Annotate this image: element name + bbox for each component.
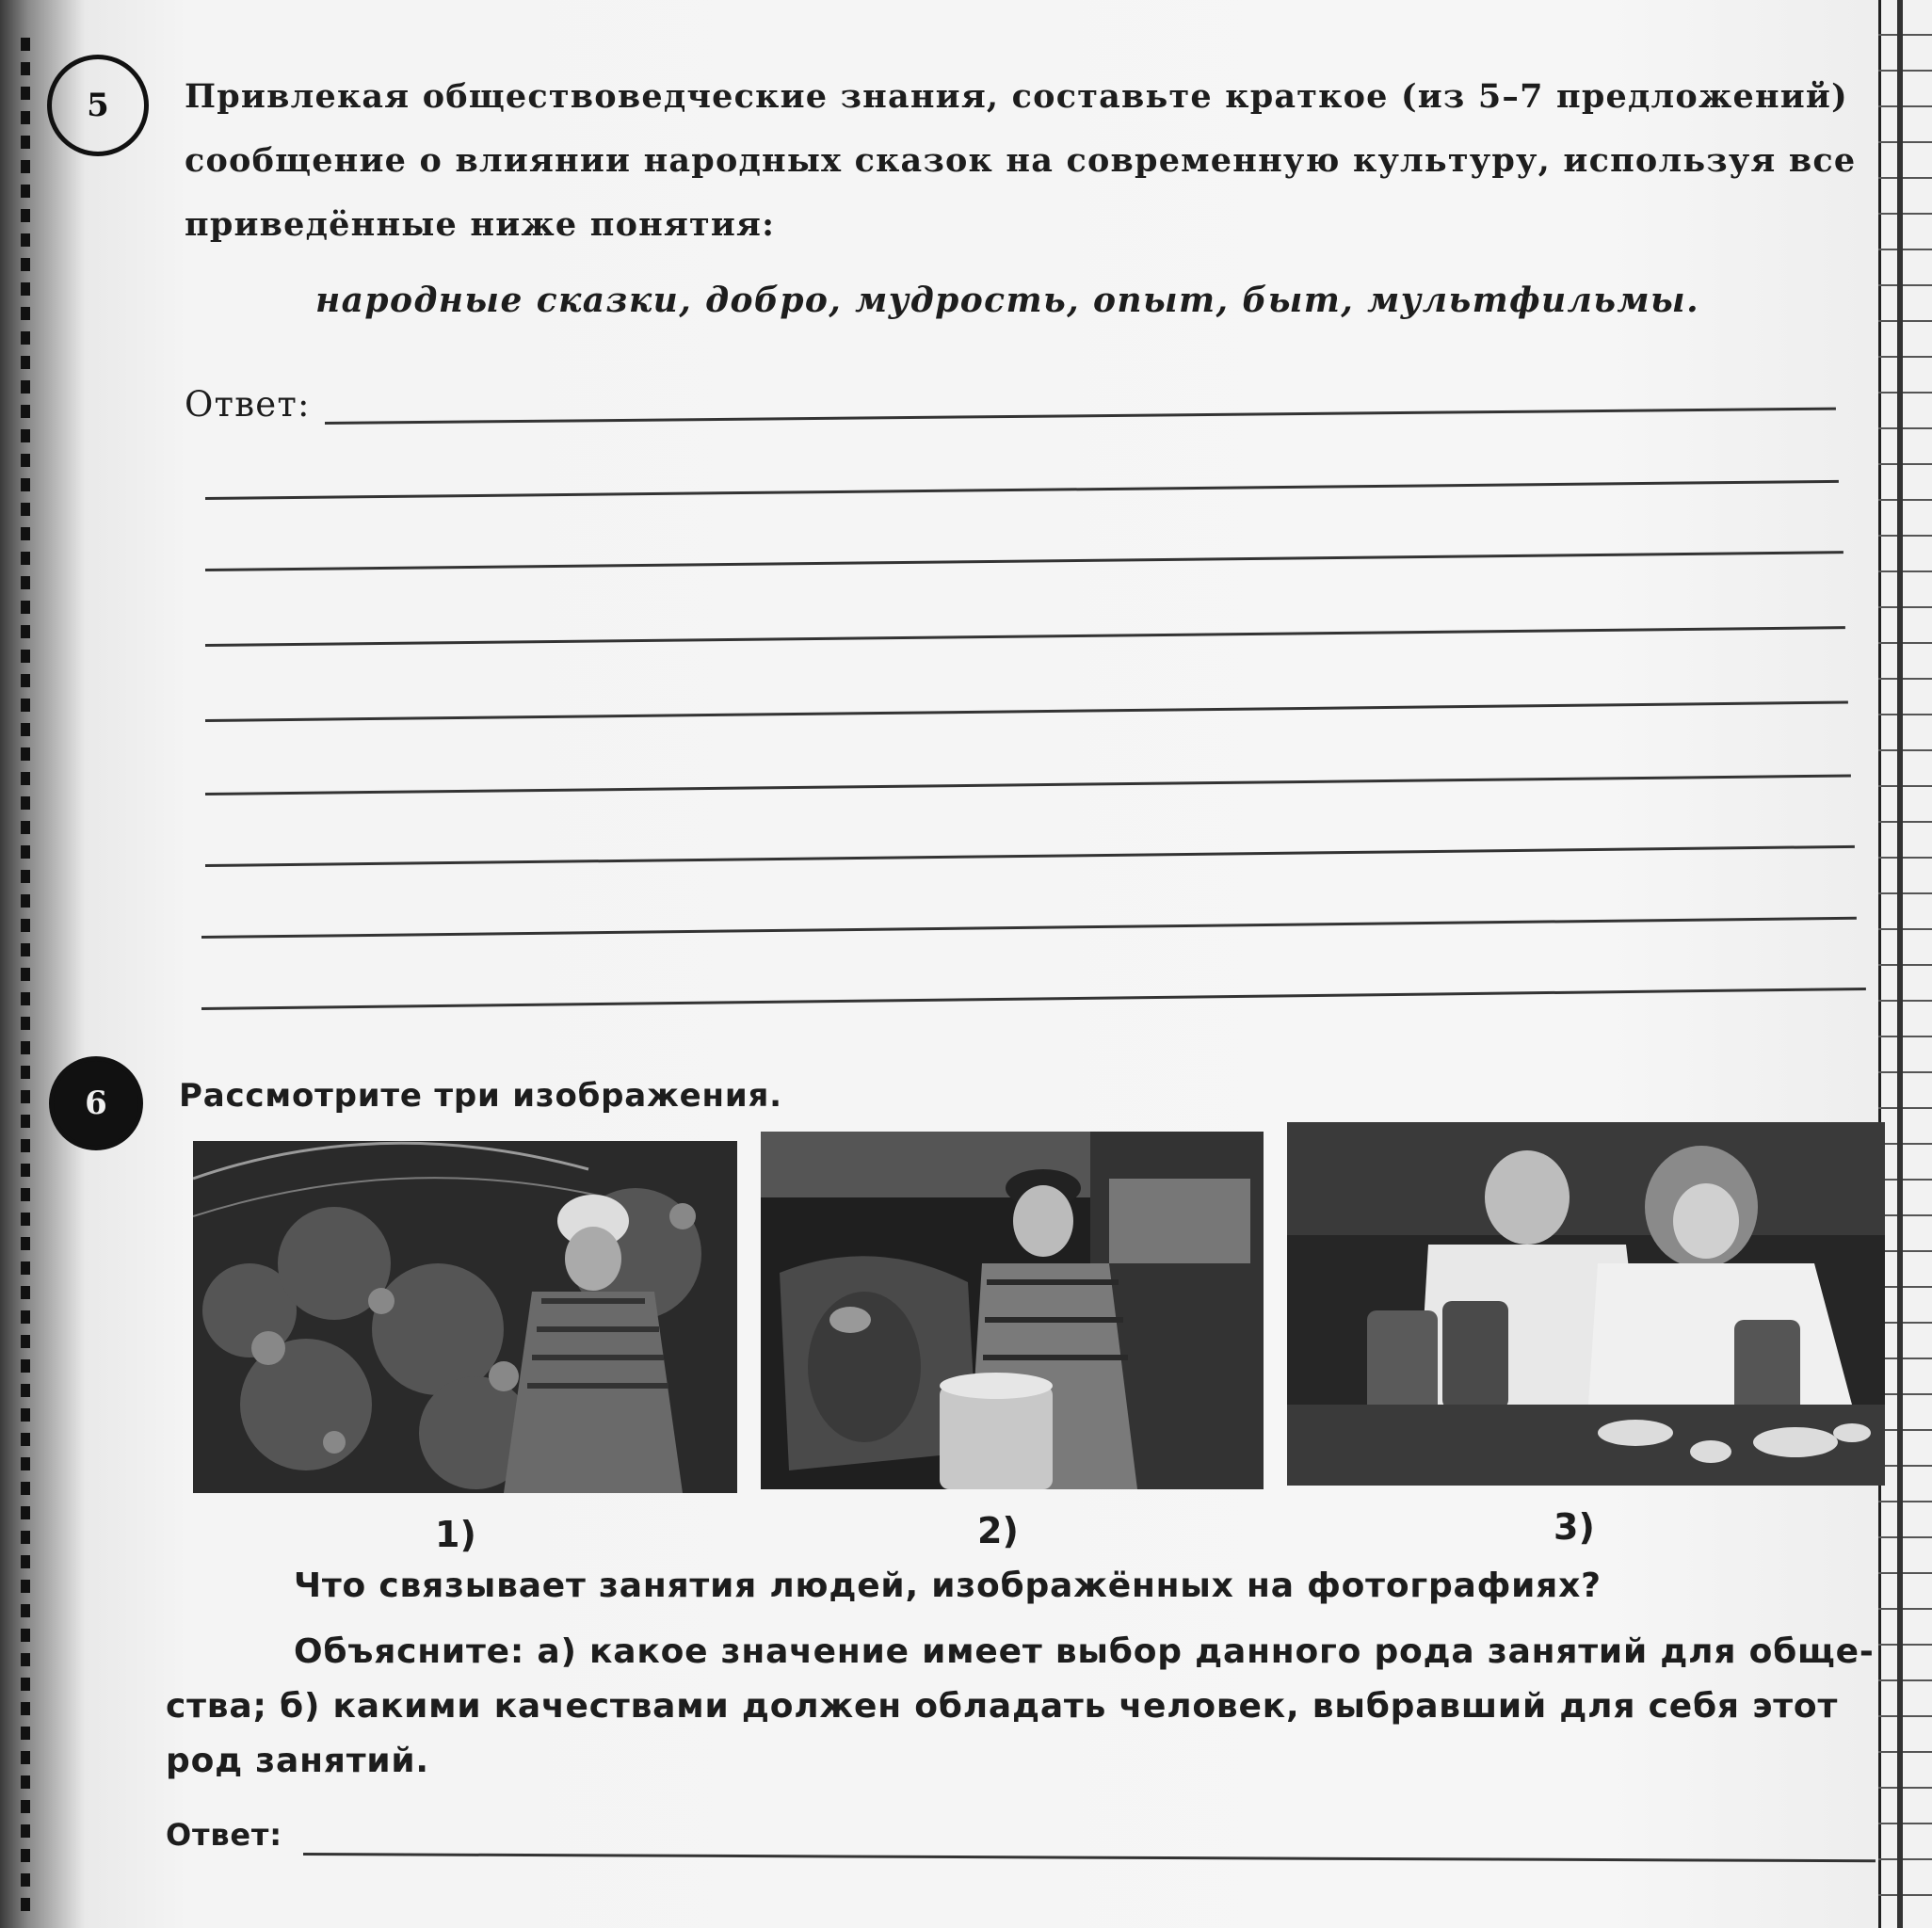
question-6-intro: Рассмотрите три изображения. [179, 1077, 782, 1115]
question-5-answer-label: Ответ: [185, 384, 311, 425]
question-6-explain-line-1: Объясните: а) какое значение имеет выбор данного рода занятий для обще- [294, 1632, 1875, 1671]
answer-line[interactable] [303, 1853, 1876, 1862]
photo-woman-garden [193, 1141, 737, 1493]
question-6-question: Что связывает занятия людей, изображённых на фотографиях? [294, 1566, 1602, 1605]
photo-2-caption: 2) [977, 1510, 1019, 1551]
question-5-prompt-line-2: сообщение о влиянии народных сказок на современную культуру, используя все [185, 141, 1857, 180]
photo-couple-canning-jars [1287, 1122, 1885, 1486]
answer-line[interactable] [201, 917, 1857, 939]
question-5-prompt-line-3: приведённые ниже понятия: [185, 205, 776, 244]
photo-man-cow-milk-can [761, 1132, 1264, 1489]
answer-line[interactable] [205, 701, 1848, 722]
binding-edge [21, 38, 30, 1911]
question-6-explain-line-2: ства; б) какими качествами должен обладать человек, выбравший для себя этот [166, 1687, 1839, 1726]
photo-1-caption: 1) [435, 1514, 476, 1555]
answer-line[interactable] [205, 480, 1839, 500]
question-6-answer-label: Ответ: [166, 1817, 282, 1853]
photo-3-caption: 3) [1554, 1506, 1595, 1548]
question-6-number: 6 [49, 1056, 143, 1150]
notebook-grid-edge [1878, 0, 1932, 1928]
question-6-explain-line-3: род занятий. [166, 1742, 429, 1780]
page-edge [1897, 0, 1903, 1928]
question-5-number: 5 [47, 55, 149, 156]
answer-line[interactable] [205, 845, 1855, 867]
answer-line[interactable] [201, 988, 1866, 1010]
answer-line[interactable] [205, 774, 1851, 795]
answer-line[interactable] [325, 408, 1836, 425]
answer-line[interactable] [205, 626, 1845, 647]
question-5-concepts: народные сказки, добро, мудрость, опыт, быт, мультфильмы. [315, 281, 1700, 320]
answer-line[interactable] [205, 551, 1843, 571]
question-5-prompt-line-1: Привлекая обществоведческие знания, составьте краткое (из 5–7 предложений) [185, 77, 1848, 116]
